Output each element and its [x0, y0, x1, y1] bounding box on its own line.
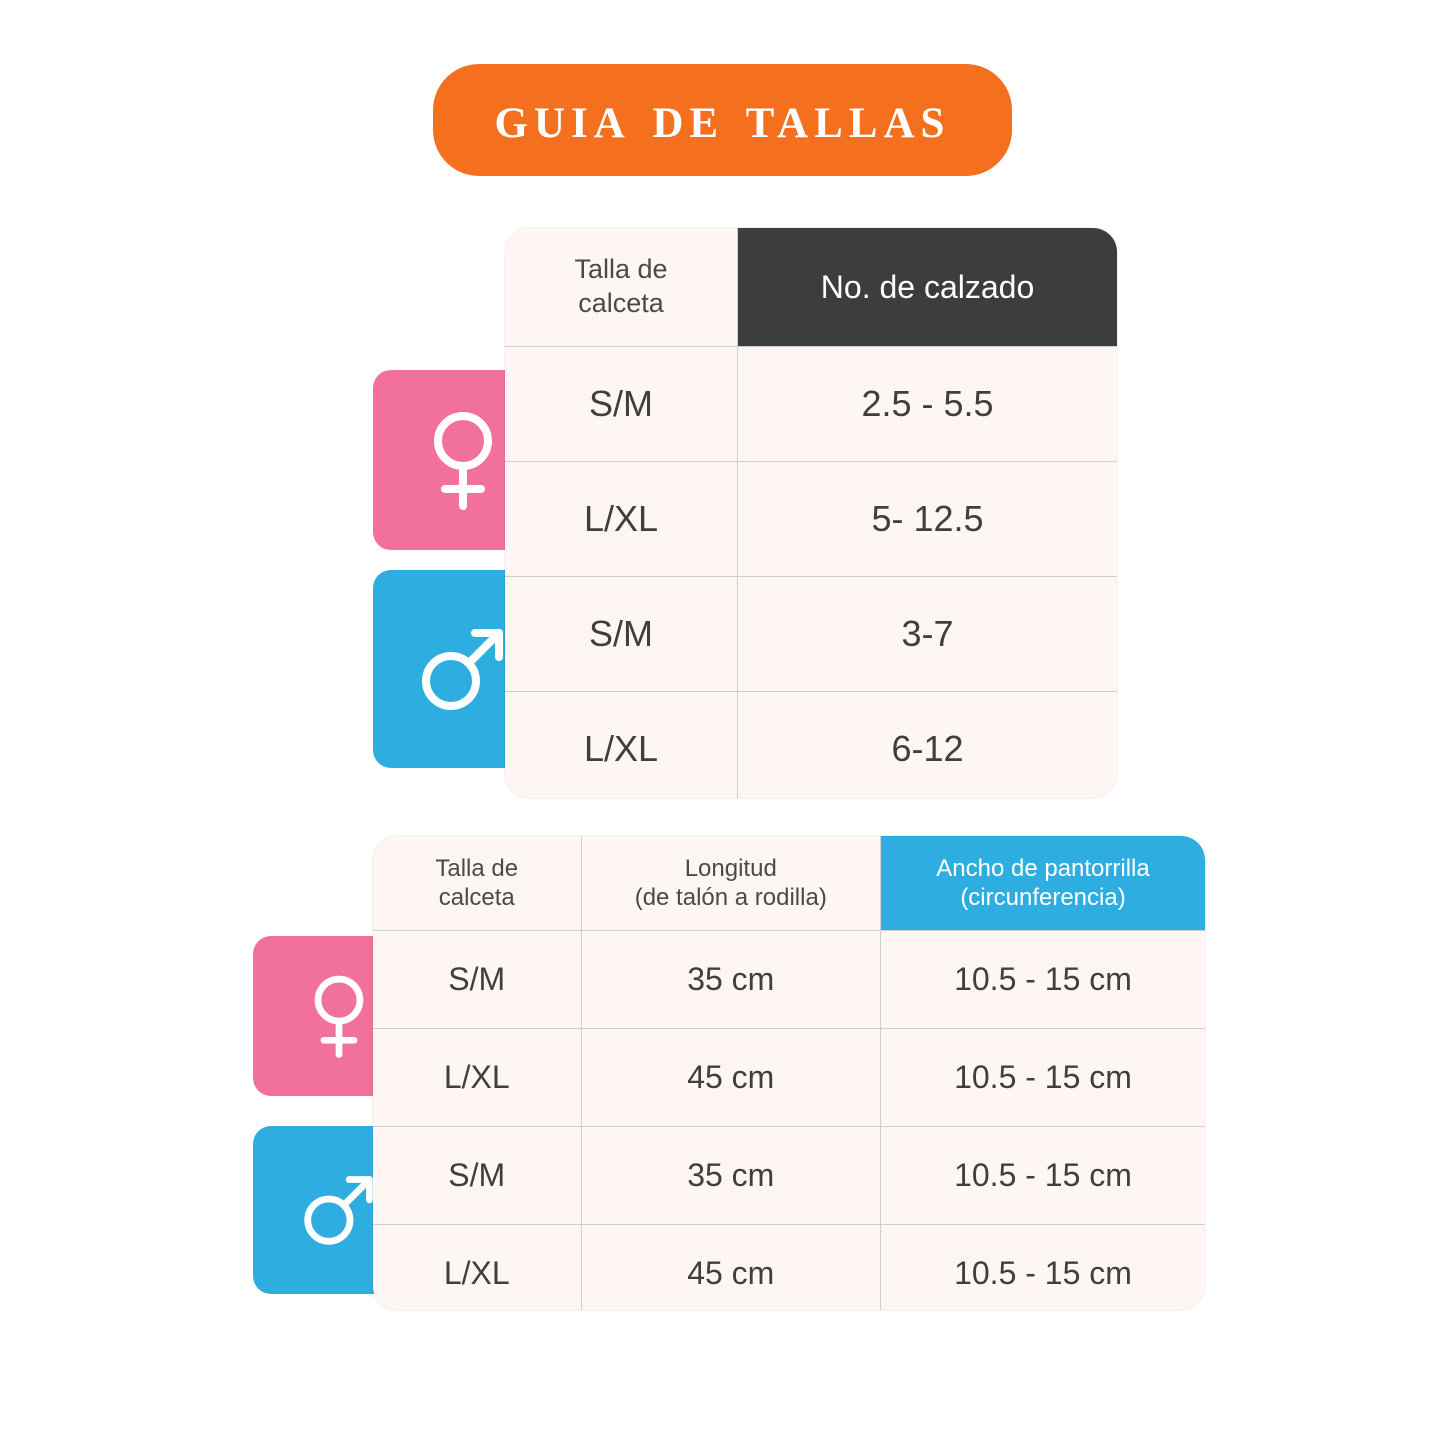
cell-width: 10.5 - 15 cm: [881, 931, 1205, 1029]
table-row: [505, 462, 1117, 577]
cell-shoe: 3-7: [738, 577, 1117, 692]
header-calf-width-l2: (circunferencia): [960, 884, 1126, 911]
measurement-table: [373, 836, 1205, 1310]
shoe-size-table: [505, 228, 1117, 798]
page-title-banner: [0, 64, 1445, 176]
cell-width: 10.5 - 15 cm: [881, 1225, 1205, 1311]
cell-length: 45 cm: [581, 1029, 881, 1127]
cell-size: L/XL: [373, 1029, 581, 1127]
table-row: [373, 1127, 1205, 1225]
shoe-size-table-card: [505, 228, 1117, 798]
header-sock-size: [373, 836, 581, 931]
cell-length: 35 cm: [581, 1127, 881, 1225]
header-calf-width: [881, 836, 1205, 931]
table-header-row: [505, 228, 1117, 347]
page-title: guia de tallas: [494, 83, 951, 151]
header-shoe-number: No. de calzado: [738, 228, 1117, 347]
table-row: [373, 931, 1205, 1029]
cell-size: L/XL: [505, 462, 738, 577]
cell-length: 35 cm: [581, 931, 881, 1029]
table-row: [373, 1225, 1205, 1311]
header-sock-size-l2: calceta: [578, 288, 664, 318]
header-sock-size-l1: Talla de: [574, 254, 668, 285]
cell-width: 10.5 - 15 cm: [881, 1127, 1205, 1225]
header-sock-size: [505, 228, 738, 347]
cell-size: S/M: [373, 1127, 581, 1225]
title-pill: [433, 64, 1013, 176]
cell-shoe: 5- 12.5: [738, 462, 1117, 577]
table-row: [505, 692, 1117, 799]
header-length-l2: (de talón a rodilla): [634, 884, 827, 911]
table-row: [373, 1029, 1205, 1127]
cell-shoe: 2.5 - 5.5: [738, 347, 1117, 462]
cell-size: L/XL: [373, 1225, 581, 1311]
cell-size: S/M: [373, 931, 581, 1029]
cell-size: S/M: [505, 347, 738, 462]
female-gender-icon: [426, 408, 500, 512]
cell-size: L/XL: [505, 692, 738, 799]
header-sock-size-l1: Talla de: [435, 854, 519, 882]
table-row: [505, 577, 1117, 692]
cell-shoe: 6-12: [738, 692, 1117, 799]
cell-width: 10.5 - 15 cm: [881, 1029, 1205, 1127]
table-row: [505, 347, 1117, 462]
cell-size: S/M: [505, 577, 738, 692]
measurement-table-card: [373, 836, 1205, 1310]
male-gender-icon: [411, 617, 515, 721]
table-header-row: [373, 836, 1205, 931]
female-gender-icon: [308, 971, 370, 1061]
male-gender-icon: [295, 1166, 383, 1254]
header-sock-size-l2: calceta: [438, 884, 515, 911]
header-length-l1: Longitud: [684, 854, 777, 882]
header-length: [581, 836, 881, 931]
cell-length: 45 cm: [581, 1225, 881, 1311]
header-calf-width-l1: Ancho de pantorrilla: [936, 854, 1150, 882]
